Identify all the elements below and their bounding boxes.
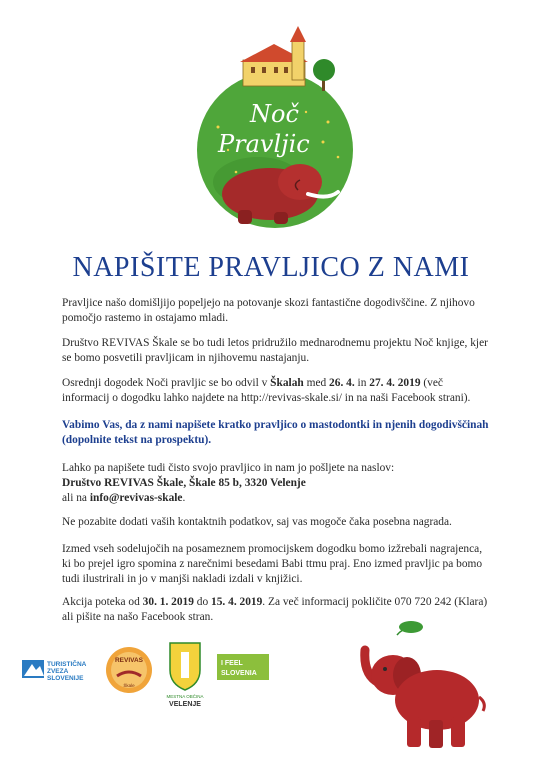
paragraph-revivas: Društvo REVIVAS Škale se bo tudi letos pridružilo mednarodnemu projektu Noč knjige, kjer se bomo posvetili pravljicam in njihovemu nastajanju. [62, 337, 488, 365]
page-title: NAPIŠITE PRAVLJICO Z NAMI [72, 252, 470, 283]
paragraph-event: Osrednji dogodek Noči pravljic se bo odvil v Škalah med 26. 4. in 27. 4. 2019 (več informacij o dogodku lahko najdete na http://revivas-skale.si/ in na naši Facebook strani). [62, 377, 471, 405]
logo-text-noc: Noč [250, 100, 299, 128]
paragraph-address: Lahko pa napišete tudi čisto svojo pravljico in nam jo pošljete na naslov: Društvo REVIVAS Škale, Škale 85 b, 3320 Velenje ali na info@revivas-skale. [62, 462, 395, 505]
leaf-icon [399, 621, 423, 633]
svg-text:TURISTIČNA: TURISTIČNA [47, 661, 87, 668]
revivas-logo [106, 647, 152, 693]
svg-text:I FEEL: I FEEL [221, 660, 243, 667]
svg-text:VELENJE: VELENJE [169, 701, 201, 708]
event-date-end: 27. 4. 2019 [369, 377, 421, 389]
svg-text:REVIVAS: REVIVAS [114, 657, 144, 664]
svg-text:MESTNA OBČINA: MESTNA OBČINA [166, 694, 204, 699]
paragraph-prize: Izmed vseh sodelujočih na posameznem promocijskem dogodku bomo izžrebali nagrajenca, ki bo prejel igro spomina z narečnimi besedami Babi ttmu praj. Eno izmed pravljic pa bomo tudi ilustrirali in jo v manjši nakladi izdali v knjižici. [62, 543, 483, 586]
paragraph-invitation: Vabimo Vas, da z nami napišete kratko pravljico o mastodontki in njenih dogodivščinah (dopolnite tekst na prospektu). [62, 419, 489, 447]
sponsor-logos [22, 638, 322, 708]
logo-text-pravljic: Pravljic [218, 130, 310, 158]
paragraph-contact: Ne pozabite dodati vaših kontaktnih podatkov, saj vas mogoče čaka posebna nagrada. [62, 516, 452, 528]
i-feel-slovenia-logo [217, 654, 269, 680]
event-date-start: 26. 4. [329, 377, 355, 389]
address: Društvo REVIVAS Škale, Škale 85 b, 3320 Velenje [62, 477, 306, 490]
elephant-illustration [345, 605, 495, 755]
campaign-end: 15. 4. 2019 [211, 596, 263, 608]
event-place: Škalah [270, 377, 304, 389]
mestna-obcina-velenje-logo [166, 643, 203, 708]
tzs-logo [22, 659, 87, 682]
svg-text:SLOVENIA: SLOVENIA [221, 670, 257, 677]
castle-icon [240, 26, 308, 86]
svg-text:SLOVENIJE: SLOVENIJE [47, 675, 84, 682]
noc-pravljic-logo [188, 22, 363, 237]
paragraph-intro: Pravljice našo domišljijo popeljejo na potovanje skozi fantastične dogodivščine. Z njihovo pomočjo rastemo in ostajamo mladi. [62, 297, 475, 325]
paragraph-dates: Akcija poteka od 30. 1. 2019 do 15. 4. 2019. Za več informacij pokličite 070 720 242 (Klara) ali pišite na našo Facebook stran. [62, 596, 488, 624]
campaign-start: 30. 1. 2019 [142, 596, 194, 608]
svg-text:ZVEZA: ZVEZA [47, 668, 69, 675]
email-link[interactable]: info@revivas-skale [89, 492, 183, 505]
svg-text:Škale: Škale [123, 683, 135, 688]
